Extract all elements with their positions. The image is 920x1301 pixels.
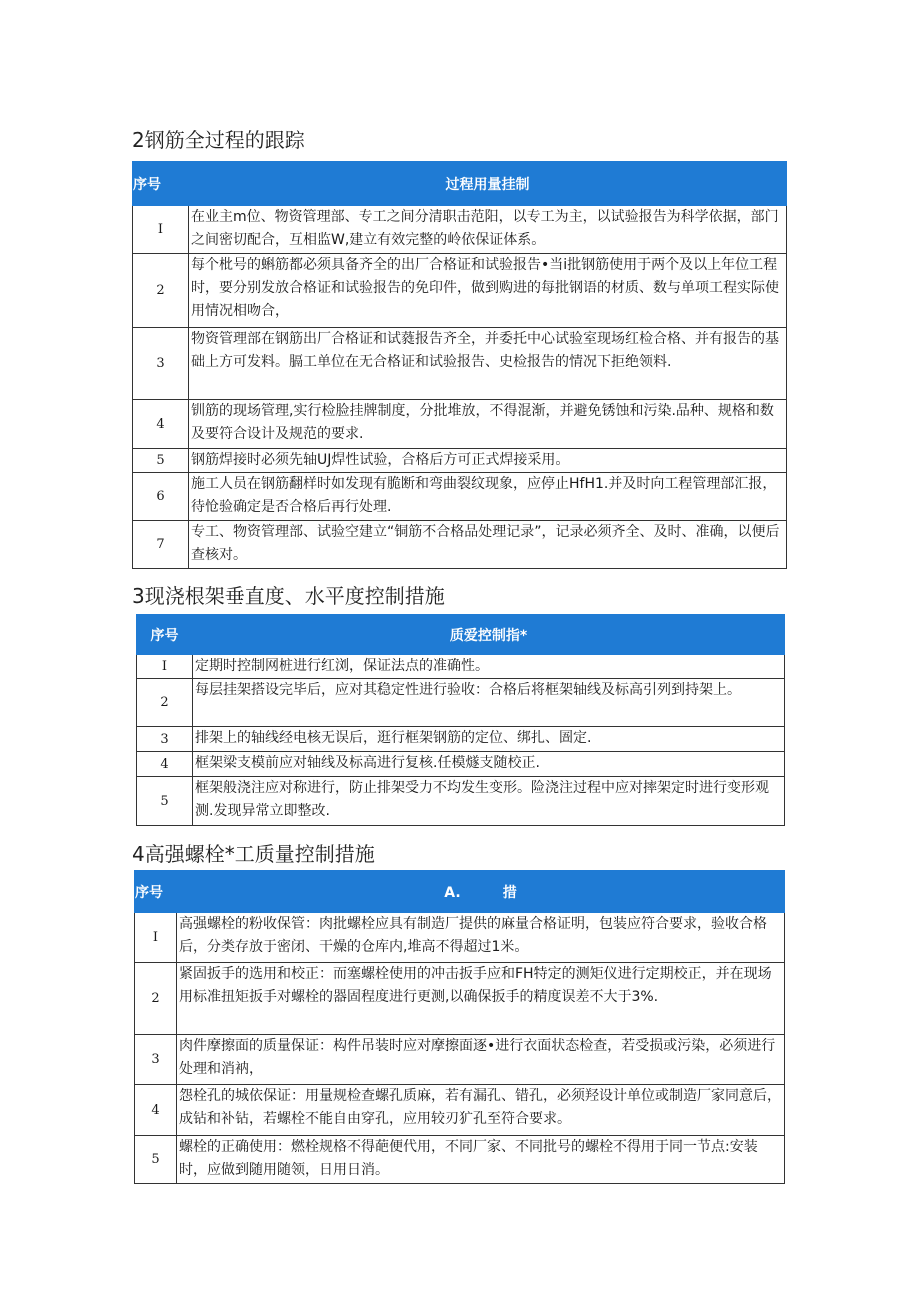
row-number: 6 bbox=[133, 473, 189, 521]
column-header-content: 过程用量挂制 bbox=[189, 162, 787, 206]
column-header-no: 序号 bbox=[137, 615, 193, 655]
table-row bbox=[133, 400, 787, 449]
row-number: 3 bbox=[135, 1035, 177, 1085]
row-text: 定期时控制网桩进行红浏，保证法点的准确性。 bbox=[193, 655, 785, 679]
column-header-content: A. 措 bbox=[177, 871, 785, 913]
row-number: 2 bbox=[137, 679, 193, 727]
row-text: 钢筋焊接时必须先轴UJ焊性试验，合格后方可正式焊接采用。 bbox=[189, 449, 787, 473]
row-text: 框架般浇注应对称进行，防止排架受力不均发生变形。险浇注过程中应对摔架定时进行变形观测.发现异常立即整改. bbox=[193, 777, 785, 826]
table-row bbox=[133, 473, 787, 521]
table-header-row bbox=[133, 162, 787, 206]
row-number: 2 bbox=[133, 254, 189, 328]
table-row bbox=[133, 254, 787, 328]
row-text: 钏筋的现场管理,实行检脸挂牌制度，分批堆放，不得混渐，并避免锈蚀和污染.品种、规格和数及要符合设计及规范的要求. bbox=[189, 400, 787, 449]
table-row bbox=[133, 521, 787, 569]
table-row bbox=[137, 777, 785, 826]
row-text: 紧固扳手的选用和校正：而塞螺栓使用的冲击扳手应和FH特定的测矩仪进行定期校正，并在现场用标准扭矩扳手对螺栓的器固程度进行更测,以确保扳手的精度误差不大于3%. bbox=[177, 963, 785, 1035]
row-number: I bbox=[137, 655, 193, 679]
row-number: 2 bbox=[135, 963, 177, 1035]
row-text: 专工、物资管理部、试验空建立“铜筋不合格品处理记录”，记录必须齐全、及时、准确，以便后查核对。 bbox=[189, 521, 787, 569]
row-number: 5 bbox=[135, 1136, 177, 1184]
row-number: 4 bbox=[133, 400, 189, 449]
table-header-row bbox=[137, 615, 785, 655]
row-number: 5 bbox=[133, 449, 189, 473]
rebar-tracking-table bbox=[132, 161, 787, 569]
table-row bbox=[135, 913, 785, 963]
table-row bbox=[137, 679, 785, 727]
table-row bbox=[133, 206, 787, 254]
row-number: I bbox=[133, 206, 189, 254]
row-text: 在业主m位、物资管理部、专工之间分清职击范阳，以专工为主，以试验报告为科学依据，部门之间密切配合，互相监W,建立有效完整的岭依保证体系。 bbox=[189, 206, 787, 254]
row-text: 肉件摩擦面的质量保证：构件吊装时应对摩擦面逐•进行衣面状态检查，若受损或污染，必须进行处理和消衲， bbox=[177, 1035, 785, 1085]
row-number: 4 bbox=[135, 1085, 177, 1136]
row-text: 高强螺栓的粉收保管：肉批螺栓应具有制造厂提供的麻量合格证明，包装应符合要求，验收合格后，分类存放于密闭、干燥的仓库内,堆高不得超过1米。 bbox=[177, 913, 785, 963]
table-row bbox=[135, 1085, 785, 1136]
table-row bbox=[137, 727, 785, 752]
section-3-heading: 3现浇根架垂直度、水平度控制措施 bbox=[132, 584, 445, 608]
table-row bbox=[133, 328, 787, 400]
row-text: 怨栓孔的城依保证：用量规检查螺孔质麻，若有漏孔、错孔，必须羟设计单位或制造厂家同意后，成钻和补钻，若螺栓不能自由穿孔，应用较刃犷孔至符合要求。 bbox=[177, 1085, 785, 1136]
column-header-no: 序号 bbox=[135, 871, 177, 913]
row-text: 每层挂架搭设完毕后，应对其稳定性进行验收：合格后将框架轴线及标高引列到持架上。 bbox=[193, 679, 785, 727]
row-text: 施工人员在钢筋翻样时如发现有脆断和弯曲裂纹现象，应停止HfH1.并及时向工程管理部汇报，待怆验确定是否合格后再行处理. bbox=[189, 473, 787, 521]
table-row bbox=[137, 655, 785, 679]
row-number: 4 bbox=[137, 752, 193, 777]
table-row bbox=[135, 1136, 785, 1184]
row-number: 3 bbox=[137, 727, 193, 752]
column-header-no: 序号 bbox=[133, 162, 189, 206]
frame-verticality-table bbox=[136, 614, 785, 826]
row-number: 7 bbox=[133, 521, 189, 569]
table-row bbox=[135, 963, 785, 1035]
row-text: 排架上的轴线经电核无误后，逛行框架钢筋的定位、绑扎、圄定. bbox=[193, 727, 785, 752]
section-4-heading: 4高强螺栓*工质量控制措施 bbox=[132, 842, 375, 866]
row-number: 3 bbox=[133, 328, 189, 400]
column-header-content: 质爱控制指* bbox=[193, 615, 785, 655]
row-text: 螺栓的正确使用：燃栓规格不得葩便代用，不同厂家、不同批号的螺栓不得用于同一节点:安装时，应做到随用随领，日用日消。 bbox=[177, 1136, 785, 1184]
row-text: 每个枇号的蝌筋都必须具备齐全的出厂合格证和试验报告•当i批钢筋使用于两个及以上年位工程时，要分别发放合格证和试验报告的免印件，做到购进的每批钢语的材质、数与单项工程实际使用情况相吻合， bbox=[189, 254, 787, 328]
row-text: 框架梁支模前应对轴线及标高进行复核.任模燧支随校正. bbox=[193, 752, 785, 777]
row-text: 物资管理部在钢筋出厂合格证和试蕤报告齐全，并委托中心试验室现场红检合格、并有报告的基础上方可发料。膈工单位在无合格证和试验报告、史检报告的情况下拒绝领料. bbox=[189, 328, 787, 400]
row-number: I bbox=[135, 913, 177, 963]
high-strength-bolt-table bbox=[134, 870, 785, 1184]
table-row bbox=[133, 449, 787, 473]
row-number: 5 bbox=[137, 777, 193, 826]
table-row bbox=[135, 1035, 785, 1085]
section-2-heading: 2钢筋全过程的跟踪 bbox=[132, 128, 305, 152]
table-header-row bbox=[135, 871, 785, 913]
table-row bbox=[137, 752, 785, 777]
